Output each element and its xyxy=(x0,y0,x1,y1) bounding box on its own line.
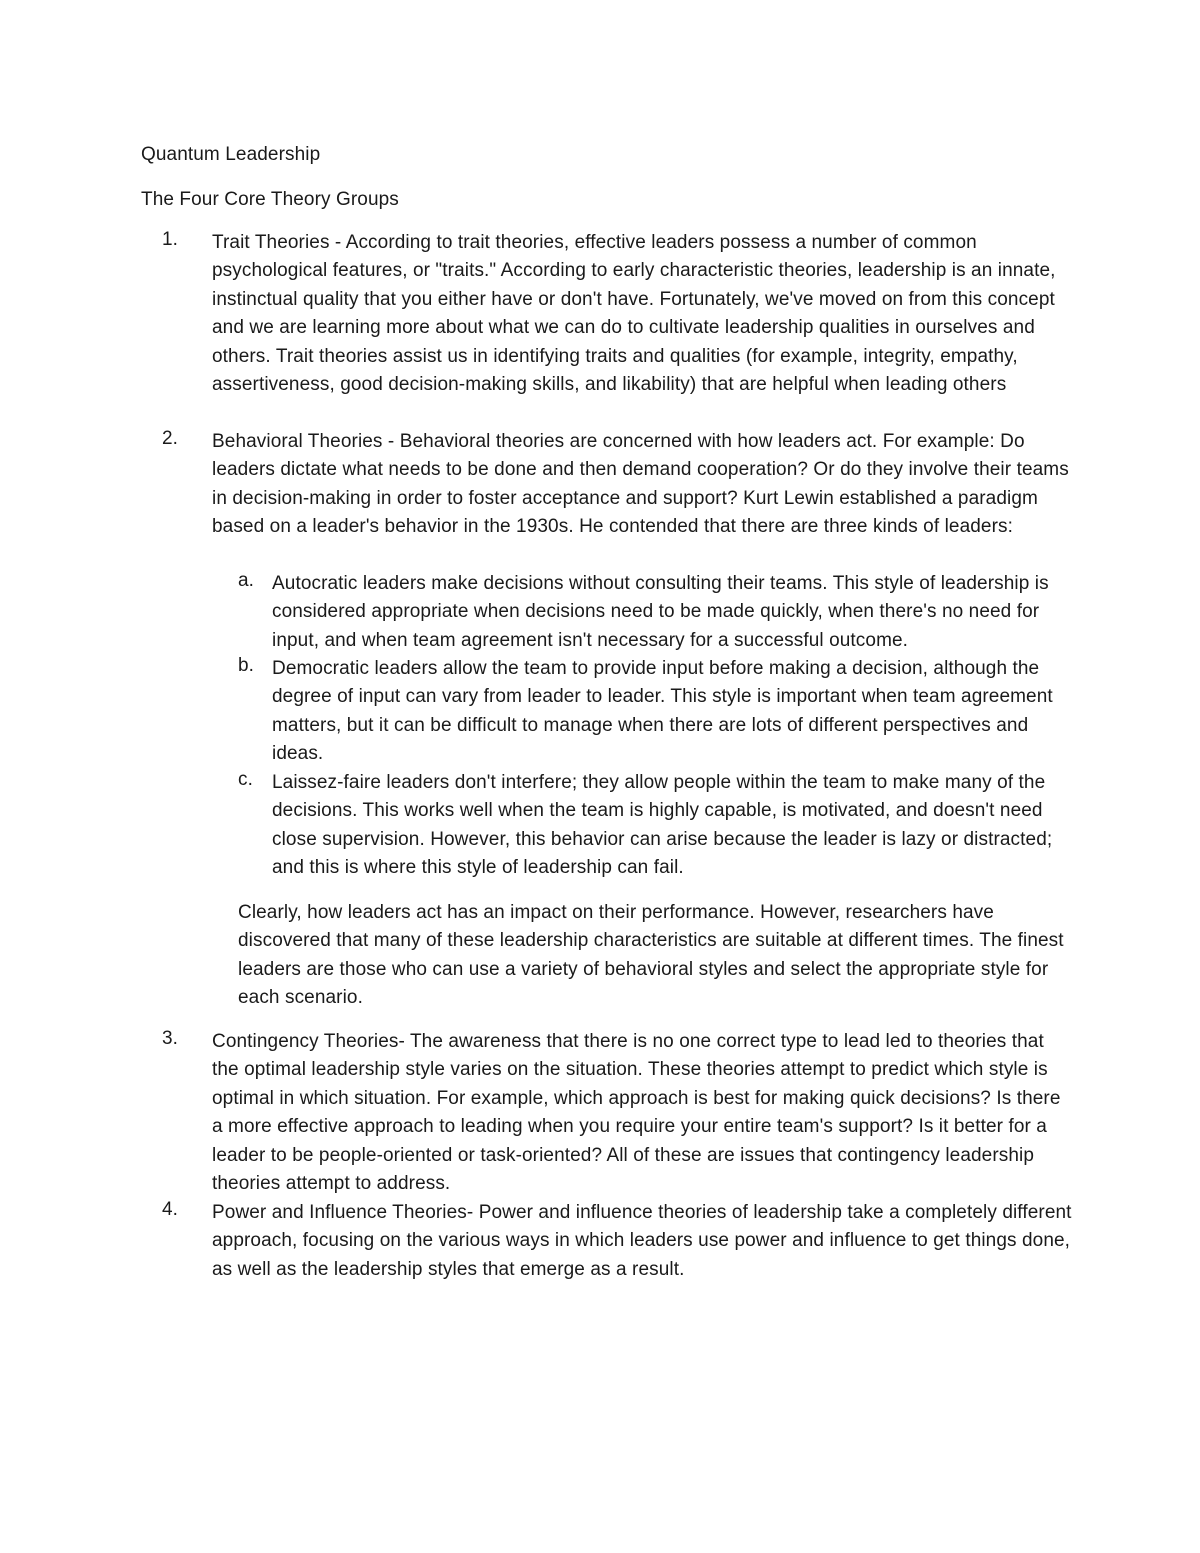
sublist-text: Democratic leaders allow the team to provide input before making a decision, although the degree of input can vary from leader to leader. This style is important when team agreement matters, but it can be difficult to manage when there are lots of different perspectives and ideas. xyxy=(272,658,1053,765)
list-number: 1. xyxy=(162,229,179,250)
list-item-text: Contingency Theories- The awareness that there is no one correct type to lead led to theories that the optimal leadership style varies on the situation. These theories attempt to predict which style is optimal in which situation. For example, which approach is best for making quick decisions? Is there a more effective approach to leading when you require your entire team's support? Is it better for a leader to be people-oriented or task-oriented? All of these are issues that contingency leadership theories attempt to address. xyxy=(212,1031,1061,1195)
sublist-label: b. xyxy=(238,655,255,676)
list-item-text: Trait Theories - According to trait theories, effective leaders possess a number of common psychological features, or "traits." According to early characteristic theories, leadership is an innate, instinctual quality that you either have or don't have. Fortunately, we've moved on from this concept and we are learning more about what we can do to cultivate leadership qualities in ourselves and others. Trait theories assist us in identifying traits and qualities (for example, integrity, empathy, assertiveness, good decision-making skills, and likability) that are helpful when leading others xyxy=(212,232,1056,396)
document-title: Quantum Leadership xyxy=(141,144,321,165)
list-number: 3. xyxy=(162,1028,179,1049)
list-item-text: Power and Influence Theories- Power and influence theories of leadership take a completely different approach, focusing on the various ways in which leaders use power and influence to get things done, as well as the leadership styles that emerge as a result. xyxy=(212,1202,1072,1280)
behavioral-summary-paragraph: Clearly, how leaders act has an impact on their performance. However, researchers have discovered that many of these leadership characteristics are suitable at different times. The finest leaders are those who can use a variety of behavioral styles and select the appropriate style for each scenario. xyxy=(238,902,1064,1009)
list-number: 2. xyxy=(162,428,179,449)
list-number: 4. xyxy=(162,1199,179,1220)
sublist-text: Autocratic leaders make decisions without consulting their teams. This style of leadership is considered appropriate when decisions need to be made quickly, when there's no need for input, and when team agreement isn't necessary for a successful outcome. xyxy=(272,573,1049,651)
sublist-label: c. xyxy=(238,769,253,790)
sublist-label: a. xyxy=(238,570,255,591)
list-item-text: Behavioral Theories - Behavioral theories are concerned with how leaders act. For example: Do leaders dictate what needs to be done and then demand cooperation? Or do they involve their teams in decision-making in order to foster acceptance and support? Kurt Lewin established a paradigm based on a leader's behavior in the 1930s. He contended that there are three kinds of leaders: xyxy=(212,431,1069,538)
document-subtitle: The Four Core Theory Groups xyxy=(141,189,399,210)
sublist-text: Laissez-faire leaders don't interfere; they allow people within the team to make many of the decisions. This works well when the team is highly capable, is motivated, and doesn't need close supervision. However, this behavior can arise because the leader is lazy or distracted; and this is where this style of leadership can fail. xyxy=(272,772,1053,879)
